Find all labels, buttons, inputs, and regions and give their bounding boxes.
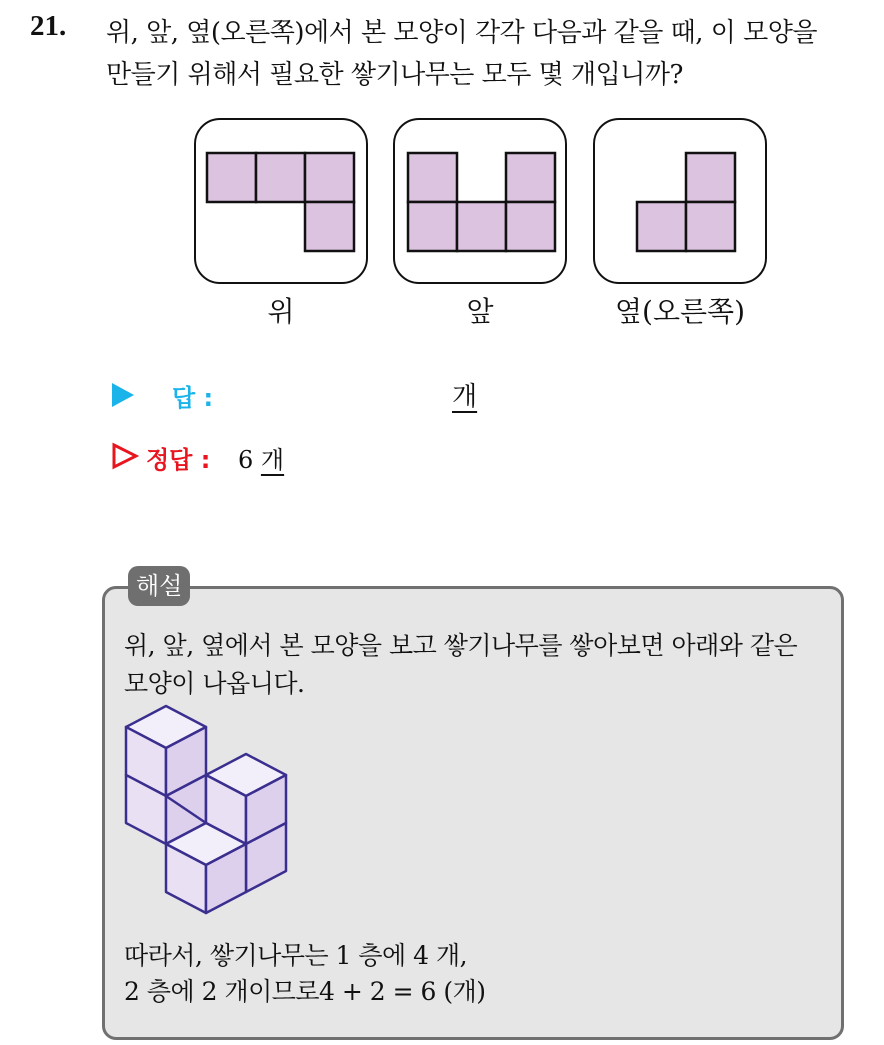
question-text-line-2: 만들기 위해서 필요한 쌓기나무는 모두 몇 개입니까? xyxy=(106,60,683,90)
correct-triangle-icon xyxy=(111,442,139,470)
solution-line-4: 2 층에 2 개이므로4 + 2 = 6 (개) xyxy=(124,977,486,1006)
correct-value xyxy=(238,440,284,475)
solution-line-3: 따라서, 쌓기나무는 1 층에 4 개, xyxy=(124,941,468,970)
answer-triangle-icon xyxy=(112,383,134,407)
correct-label: 정답 : xyxy=(146,446,211,474)
top-view-label: 위 xyxy=(267,295,295,328)
stacked-cubes-illustration xyxy=(120,700,300,925)
solution-line-2: 모양이 나옵니다. xyxy=(124,669,305,698)
top-view-box xyxy=(194,118,368,284)
answer-unit: 개 xyxy=(452,382,478,412)
front-view-box xyxy=(393,118,567,284)
answer-label: 답 : xyxy=(172,384,214,412)
front-view-label: 앞 xyxy=(466,295,494,328)
side-view-grid xyxy=(595,120,765,282)
question-text-line-1: 위, 앞, 옆(오른쪽)에서 본 모양이 각각 다음과 같을 때, 이 모양을 xyxy=(106,18,818,48)
solution-tag: 해설 xyxy=(128,566,190,606)
top-view-grid xyxy=(196,120,366,282)
solution-line-1: 위, 앞, 옆에서 본 모양을 보고 쌓기나무를 쌓아보면 아래와 같은 xyxy=(124,631,798,660)
correct-unit: 개 xyxy=(260,446,285,474)
side-view-label: 옆(오른쪽) xyxy=(614,295,746,328)
front-view-grid xyxy=(395,120,565,282)
side-view-box xyxy=(593,118,767,284)
question-number: 21. xyxy=(30,10,67,42)
correct-number: 6 xyxy=(238,446,254,474)
